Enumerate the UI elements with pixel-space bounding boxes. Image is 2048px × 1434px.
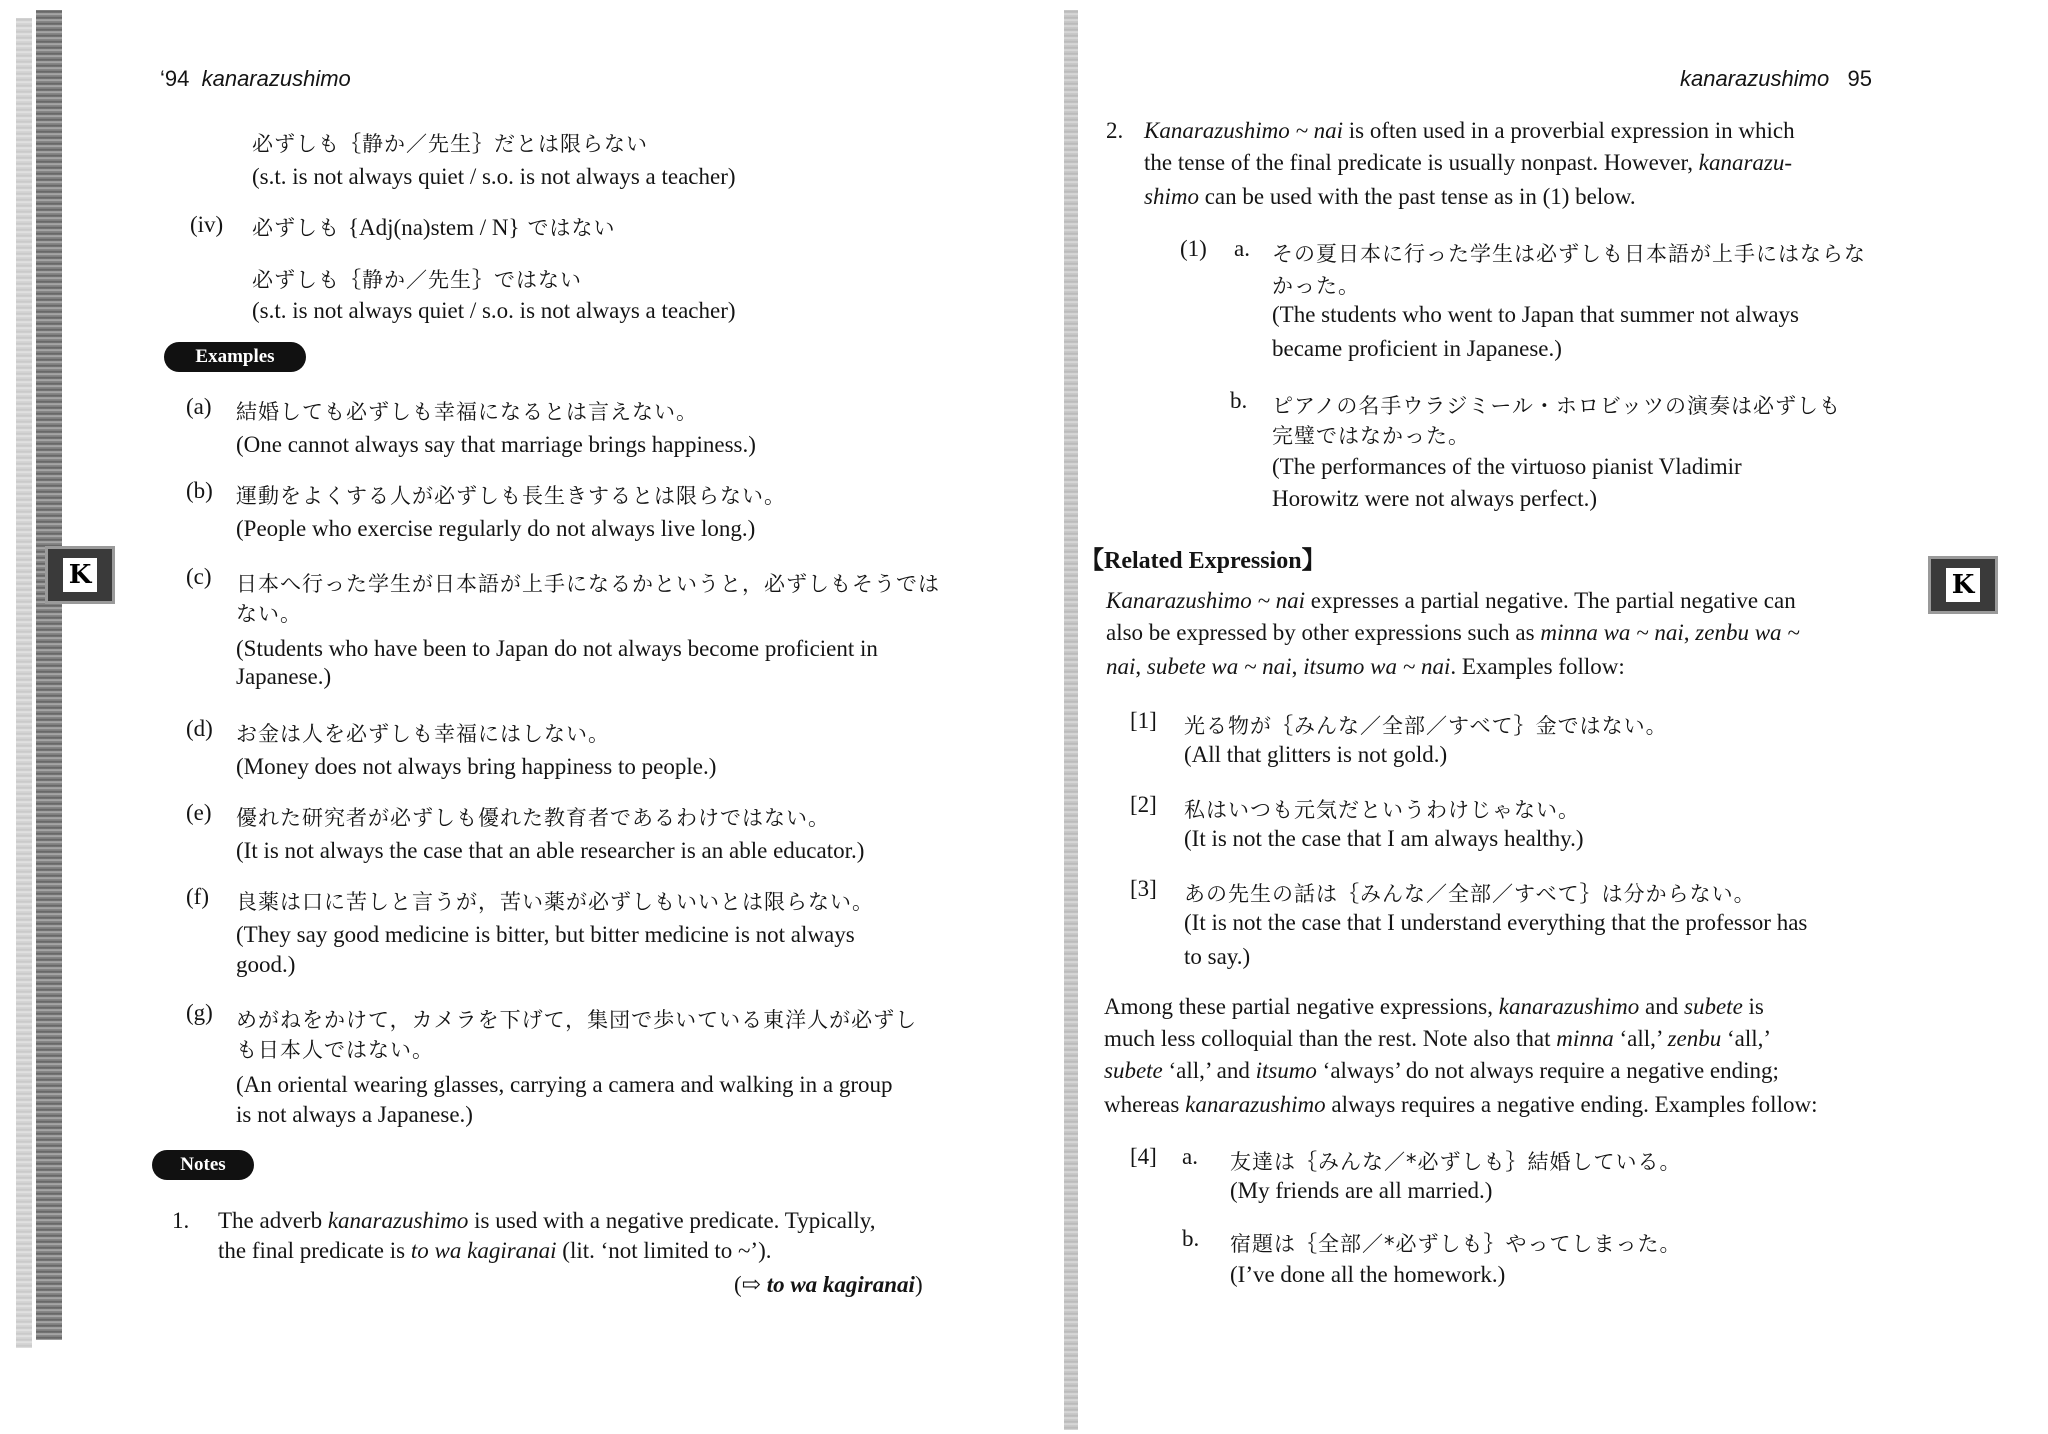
among-l3-c: itsumo	[1255, 1058, 1317, 1083]
example-4a-jp: 友達は｛みんな／*必ずしも｝結婚している。	[1230, 1150, 1682, 1174]
related-l3-d: ,	[1291, 654, 1304, 679]
example-1a-jp-line1: その夏日本に行った学生は必ずしも日本語が上手にはならな	[1272, 242, 1866, 266]
formula-iv-label: (iv)	[190, 212, 224, 237]
formula-iv-en: (s.t. is not always quiet / s.o. is not always a teacher)	[252, 298, 736, 323]
among-l2-c: ‘all,’	[1613, 1026, 1668, 1051]
related-l2-d: zenbu wa ~	[1695, 620, 1800, 645]
example-4b-jp: 宿題は｛全部／*必ずしも｝やってしまった。	[1230, 1232, 1682, 1256]
among-line1	[1104, 994, 1764, 1020]
example-g-jp-line1: めがねをかけて，カメラを下げて，集団で歩いている東洋人が必ずし	[236, 1008, 918, 1032]
note-2-label: 2.	[1106, 118, 1124, 143]
among-l3-d: ‘always’ do not always require a negative ending;	[1316, 1058, 1779, 1083]
formula-iv-jp-b: ではない	[527, 216, 616, 240]
related-example-3-jp: あの先生の話は｛みんな／全部／すべて｝は分からない。	[1184, 882, 1756, 906]
left-running-header	[160, 66, 351, 92]
related-l1-b: expresses a partial negative. The partial negative can	[1305, 588, 1796, 613]
formula-iv-pattern	[252, 212, 616, 242]
example-c-jp-line1: 日本へ行った学生が日本語が上手になるかというと，必ずしもそうでは	[236, 572, 940, 596]
example-b-jp: 運動をよくする人が必ずしも長生きするとは限らない。	[236, 484, 786, 508]
related-l2-c: ,	[1683, 620, 1696, 645]
example-b-en: (People who exercise regularly do not always live long.)	[236, 516, 756, 541]
formula-iv-example-jp: 必ずしも｛静か／先生｝ではない	[252, 268, 582, 292]
among-l2-a: much less colloquial than the rest. Note also that	[1104, 1026, 1557, 1051]
left-thumb-index-tab	[45, 546, 115, 604]
note-2-line3	[1144, 184, 1636, 210]
related-example-2-label: [2]	[1130, 792, 1157, 817]
example-1-label: (1)	[1180, 236, 1207, 261]
thumb-tab-letter: K	[63, 558, 97, 592]
note-2-l1-a: Kanarazushimo ~ nai	[1144, 118, 1344, 143]
among-l2-e: ‘all,’	[1721, 1026, 1772, 1051]
formula-iv-mid: {Adj(na)stem / N}	[348, 215, 520, 240]
example-c-en-line1: (Students who have been to Japan do not always become proficient in	[236, 636, 878, 661]
related-l3-b: ,	[1135, 654, 1147, 679]
right-thumb-index-tab	[1928, 556, 1998, 614]
among-l1-a: Among these partial negative expressions,	[1104, 994, 1499, 1019]
example-e-en: (It is not always the case that an able researcher is an able educator.)	[236, 838, 865, 863]
example-4a-en: (My friends are all married.)	[1230, 1178, 1493, 1203]
related-line3	[1106, 654, 1625, 680]
among-l1-d: subete	[1684, 994, 1743, 1019]
example-4b-en: (I’ve done all the homework.)	[1230, 1262, 1506, 1287]
examples-label: Examples	[164, 342, 306, 372]
example-1b-en-line2: Horowitz were not always perfect.)	[1272, 486, 1598, 511]
example-b-label: (b)	[186, 478, 213, 503]
right-page-gutter-shadow	[1064, 10, 1078, 1430]
example-a-jp: 結婚しても必ずしも幸福になるとは言えない。	[236, 400, 698, 424]
related-example-1-en: (All that glitters is not gold.)	[1184, 742, 1448, 767]
example-1b-jp-line1: ピアノの名手ウラジミール・ホロビッツの演奏は必ずしも	[1272, 394, 1842, 418]
note-2-line1	[1144, 118, 1795, 144]
among-l2-d: zenbu	[1667, 1026, 1722, 1051]
related-l2-a: also be expressed by other expressions such as	[1106, 620, 1541, 645]
note-2-l1-b: is often used in a proverbial expression in which	[1343, 118, 1795, 143]
among-l3-b: ‘all,’ and	[1162, 1058, 1256, 1083]
example-f-en-line1: (They say good medicine is bitter, but bitter medicine is not always	[236, 922, 855, 947]
example-1b-en-line1: (The performances of the virtuoso pianist Vladimir	[1272, 454, 1742, 479]
note-1-l2-b: to wa kagiranai	[410, 1238, 557, 1263]
thumb-tab-letter: K	[1946, 568, 1980, 602]
note-1-l2-a: the final predicate is	[218, 1238, 411, 1263]
related-l3-f: . Examples follow:	[1450, 654, 1625, 679]
example-g-en-line1: (An oriental wearing glasses, carrying a camera and walking in a group	[236, 1072, 893, 1097]
right-running-header	[1680, 66, 1872, 92]
note-2-l2-b: kanarazu-	[1698, 150, 1793, 175]
note-2-l3-a: shimo	[1144, 184, 1199, 209]
related-example-2-jp: 私はいつも元気だというわけじゃない。	[1184, 798, 1580, 822]
left-page-number: ‘94	[160, 66, 190, 91]
example-e-label: (e)	[186, 800, 212, 825]
example-g-en-line2: is not always a Japanese.)	[236, 1102, 473, 1127]
example-d-en: (Money does not always bring happiness to people.)	[236, 754, 717, 779]
right-header-title: kanarazushimo	[1680, 66, 1830, 91]
related-example-2-en: (It is not the case that I am always healthy.)	[1184, 826, 1584, 851]
example-d-label: (d)	[186, 716, 213, 741]
example-4a-label: a.	[1182, 1144, 1198, 1169]
among-l3-a: subete	[1104, 1058, 1163, 1083]
note-1-label: 1.	[172, 1208, 190, 1233]
example-c-en-line2: Japanese.)	[236, 664, 332, 689]
related-l3-a: nai	[1106, 654, 1136, 679]
example-d-jp: お金は人を必ずしも幸福にはしない。	[236, 722, 610, 746]
right-page	[1040, 0, 2048, 1434]
left-page-edge-shadow	[16, 18, 32, 1348]
related-l3-e: itsumo wa ~ nai	[1303, 654, 1451, 679]
xref-a: (⇨	[734, 1272, 767, 1297]
left-header-title: kanarazushimo	[201, 66, 351, 91]
related-example-3-en-line2: to say.)	[1184, 944, 1251, 969]
related-expression-heading: 【Related Expression】	[1080, 548, 1326, 574]
note-2-l3-b: can be used with the past tense as in (1) below.	[1198, 184, 1636, 209]
example-g-label: (g)	[186, 1000, 213, 1025]
related-example-3-en-line1: (It is not the case that I understand everything that the professor has	[1184, 910, 1808, 935]
note-2-line2	[1144, 150, 1792, 176]
related-line1	[1106, 588, 1796, 614]
among-l1-b: kanarazushimo	[1498, 994, 1640, 1019]
among-line4	[1104, 1092, 1817, 1118]
example-1a-en-line1: (The students who went to Japan that summer not always	[1272, 302, 1799, 327]
example-f-label: (f)	[186, 884, 209, 909]
example-1a-en-line2: became proficient in Japanese.)	[1272, 336, 1562, 361]
example-g-jp-line2: も日本人ではない。	[236, 1038, 434, 1062]
example-1a-label: a.	[1234, 236, 1250, 261]
among-line2	[1104, 1026, 1771, 1052]
example-c-jp-line2: ない。	[236, 602, 302, 626]
among-l1-c: and	[1639, 994, 1685, 1019]
among-l4-a: whereas	[1104, 1092, 1186, 1117]
example-1b-label: b.	[1230, 388, 1248, 413]
example-4b-label: b.	[1182, 1226, 1200, 1251]
related-l2-b: minna wa ~ nai	[1540, 620, 1684, 645]
example-a-label: (a)	[186, 394, 212, 419]
note-1-line1	[218, 1208, 876, 1234]
note-1-line2	[218, 1238, 772, 1264]
example-e-jp: 優れた研究者が必ずしも優れた教育者であるわけではない。	[236, 806, 830, 830]
left-page-binding-edge	[36, 10, 62, 1340]
right-page-number: 95	[1847, 66, 1873, 91]
note-1-l1-c: is used with a negative predicate. Typically,	[468, 1208, 876, 1233]
related-line2	[1106, 620, 1800, 646]
example-1b-jp-line2: 完璧ではなかった。	[1272, 424, 1470, 448]
example-f-en-line2: good.)	[236, 952, 296, 977]
example-1a-jp-line2: かった。	[1272, 274, 1360, 298]
xref-c: )	[914, 1272, 923, 1297]
notes-label: Notes	[152, 1150, 254, 1180]
among-l4-b: kanarazushimo	[1185, 1092, 1326, 1117]
among-line3	[1104, 1058, 1779, 1084]
formula-iii-en: (s.t. is not always quiet / s.o. is not always a teacher)	[252, 164, 736, 189]
related-l3-c: subete wa ~ nai	[1146, 654, 1292, 679]
related-example-1-jp: 光る物が｛みんな／全部／すべて｝金ではない。	[1184, 714, 1668, 738]
note-2-l2-a: the tense of the final predicate is usually nonpast. However,	[1144, 150, 1699, 175]
example-4-label: [4]	[1130, 1144, 1157, 1169]
related-example-3-label: [3]	[1130, 876, 1157, 901]
example-a-en: (One cannot always say that marriage brings happiness.)	[236, 432, 756, 457]
formula-iii-jp: 必ずしも｛静か／先生｝だとは限らない	[252, 132, 648, 156]
note-1-l2-c: (lit. ‘not limited to ~’).	[556, 1238, 772, 1263]
among-l1-e: is	[1742, 994, 1764, 1019]
cross-reference	[734, 1272, 923, 1298]
example-c-label: (c)	[186, 564, 212, 589]
related-l1-a: Kanarazushimo ~ nai	[1106, 588, 1306, 613]
among-l2-b: minna	[1556, 1026, 1614, 1051]
note-1-l1-b: kanarazushimo	[327, 1208, 469, 1233]
formula-iv-jp-a: 必ずしも	[252, 216, 340, 240]
xref-b: to wa kagiranai	[766, 1272, 915, 1297]
among-l4-c: always requires a negative ending. Examples follow:	[1325, 1092, 1818, 1117]
related-example-1-label: [1]	[1130, 708, 1157, 733]
note-1-l1-a: The adverb	[218, 1208, 328, 1233]
example-f-jp: 良薬は口に苦しと言うが，苦い薬が必ずしもいいとは限らない。	[236, 890, 874, 914]
